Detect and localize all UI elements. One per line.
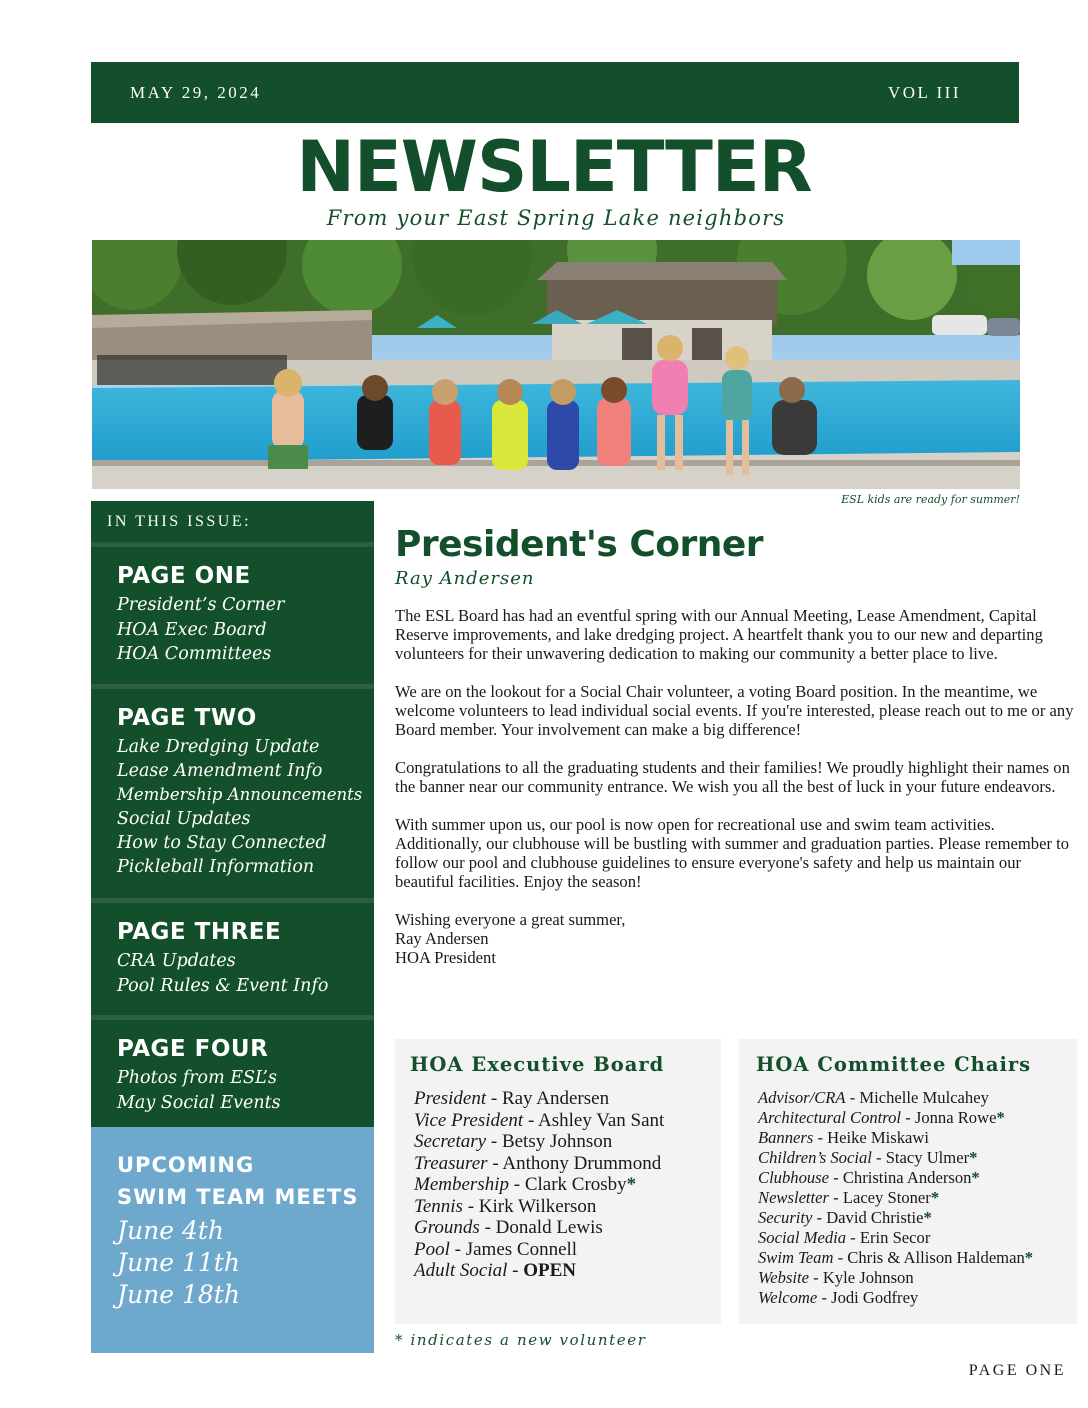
article-paragraph: With summer upon us, our pool is now open for recreational use and swim team activities. Additionally, our clubhouse will be bustling with summer and graduation parties. Please remember to follow our pool and clubhouse guidelines to ensure everyone's safety and help us maintain our beautiful facilities. Enjoy the season! bbox=[395, 815, 1070, 891]
roster-role: Social Media bbox=[758, 1228, 847, 1247]
hero-photo bbox=[92, 240, 1020, 489]
roster-name: Anthony Drummond bbox=[502, 1152, 662, 1174]
roster-row bbox=[410, 1131, 721, 1153]
roster-name: Ray Andersen bbox=[501, 1088, 610, 1109]
roster-separator: - bbox=[828, 1188, 843, 1207]
roster-role: Children’s Social bbox=[758, 1148, 872, 1167]
roster-separator: - bbox=[846, 1228, 860, 1247]
roster-role: Security bbox=[758, 1208, 813, 1227]
roster-separator: - bbox=[479, 1217, 496, 1238]
roster-name: Jodi Godfrey bbox=[831, 1288, 919, 1307]
roster-separator: - bbox=[462, 1195, 479, 1217]
section-item: CRA Updates bbox=[117, 951, 236, 971]
roster-name: OPEN bbox=[523, 1260, 577, 1281]
roster-role: Vice President bbox=[414, 1109, 524, 1131]
new-volunteer-marker: * bbox=[1024, 1248, 1034, 1267]
section-item: President’s Corner bbox=[117, 595, 285, 615]
newsletter-subtitle: From your East Spring Lake neighbors bbox=[326, 206, 786, 230]
roster-separator: - bbox=[523, 1109, 538, 1131]
roster-row bbox=[410, 1260, 721, 1282]
roster-separator: - bbox=[487, 1152, 503, 1174]
roster-role: Welcome bbox=[758, 1288, 818, 1307]
roster-role: Grounds bbox=[414, 1217, 480, 1238]
section-item: Pool Rules & Event Info bbox=[117, 975, 329, 996]
roster-row bbox=[756, 1128, 1077, 1148]
section-item: Social Updates bbox=[117, 809, 251, 829]
roster-row bbox=[756, 1248, 1077, 1268]
roster-row bbox=[410, 1239, 721, 1261]
roster-role: Membership bbox=[414, 1174, 509, 1195]
swim-title-line-1: UPCOMING bbox=[117, 1153, 255, 1177]
new-volunteer-marker: * bbox=[626, 1174, 637, 1195]
roster-row bbox=[410, 1110, 721, 1132]
roster-role: Banners bbox=[758, 1128, 814, 1147]
roster-name: David Christie bbox=[826, 1208, 924, 1227]
swim-date: June 4th bbox=[117, 1216, 225, 1245]
swim-title-line-2: SWIM TEAM MEETS bbox=[117, 1185, 359, 1209]
roster-row bbox=[756, 1148, 1077, 1168]
section-item: How to Stay Connected bbox=[117, 833, 327, 853]
in-this-issue-sidebar bbox=[91, 501, 374, 1353]
roster-role: Architectural Control bbox=[758, 1108, 902, 1127]
swim-date: June 18th bbox=[117, 1280, 240, 1309]
pool-photo-illustration bbox=[92, 240, 1020, 489]
photo-caption: ESL kids are ready for summer! bbox=[841, 493, 1020, 506]
roster-row bbox=[756, 1208, 1077, 1228]
roster-separator: - bbox=[845, 1088, 860, 1107]
committee-chairs-list bbox=[756, 1088, 1077, 1308]
roster-row bbox=[756, 1088, 1077, 1108]
exec-board-title: HOA Executive Board bbox=[410, 1053, 665, 1076]
roster-row bbox=[756, 1188, 1077, 1208]
issue-date: MAY 29, 2024 bbox=[130, 83, 262, 102]
roster-name: Kirk Wilkerson bbox=[478, 1195, 597, 1217]
roster-separator: - bbox=[449, 1238, 466, 1260]
roster-row bbox=[756, 1228, 1077, 1248]
roster-separator: - bbox=[901, 1108, 915, 1127]
roster-name: Chris & Allison Haldeman bbox=[847, 1248, 1025, 1267]
roster-name: Christina Anderson bbox=[842, 1168, 972, 1187]
section-item: Pickleball Information bbox=[117, 857, 315, 877]
article-paragraph: We are on the lookout for a Social Chair volunteer, a voting Board position. In the meantime, we welcome volunteers to lead individual social events. If you're interested, please reach out to me or any Board member. Your involvement can make a big difference! bbox=[395, 682, 1074, 739]
sidebar-heading: IN THIS ISSUE: bbox=[91, 501, 374, 542]
roster-row bbox=[410, 1088, 721, 1110]
exec-board-box bbox=[395, 1039, 721, 1324]
roster-name: Michelle Mulcahey bbox=[859, 1088, 989, 1107]
roster-name: Ashley Van Sant bbox=[538, 1109, 665, 1131]
volume-label: VOL III bbox=[887, 83, 961, 102]
roster-row bbox=[410, 1174, 721, 1196]
sidebar-section-page-one[interactable] bbox=[91, 547, 374, 684]
signoff-line: Wishing everyone a great summer, bbox=[395, 910, 626, 929]
roster-separator: - bbox=[817, 1288, 832, 1307]
roster-row bbox=[756, 1288, 1077, 1308]
roster-role: Swim Team bbox=[758, 1248, 834, 1267]
roster-role: Advisor/CRA bbox=[758, 1088, 846, 1107]
section-item: Photos from ESL’s bbox=[117, 1068, 277, 1088]
roster-separator: - bbox=[507, 1260, 524, 1281]
article-author: Ray Andersen bbox=[395, 568, 535, 589]
roster-name: Clark Crosby bbox=[524, 1174, 627, 1195]
page-label: PAGE ONE bbox=[968, 1362, 1066, 1379]
roster-separator: - bbox=[812, 1208, 827, 1227]
article-paragraph: Congratulations to all the graduating students and their families! We proudly highlight their names on the banner near our community entrance. We wish you all the best of luck in your future endeavors. bbox=[395, 758, 1070, 796]
roster-row bbox=[756, 1268, 1077, 1288]
masthead bbox=[0, 126, 1088, 230]
section-title: PAGE FOUR bbox=[117, 1036, 269, 1062]
sidebar-section-page-two[interactable] bbox=[91, 689, 374, 898]
section-title: PAGE ONE bbox=[117, 563, 251, 589]
swim-date: June 11th bbox=[117, 1248, 240, 1277]
new-volunteer-marker: * bbox=[969, 1148, 978, 1167]
committee-chairs-box bbox=[739, 1039, 1077, 1324]
new-volunteer-marker: * bbox=[971, 1168, 980, 1187]
roster-name: James Connell bbox=[465, 1238, 578, 1260]
signoff-line: Ray Andersen bbox=[395, 929, 489, 948]
section-item: HOA Exec Board bbox=[117, 619, 267, 640]
section-item: Lease Amendment Info bbox=[117, 761, 323, 781]
roster-separator: - bbox=[833, 1248, 848, 1267]
new-volunteer-marker: * bbox=[930, 1188, 940, 1207]
new-volunteer-marker: * bbox=[923, 1208, 932, 1227]
roster-row bbox=[410, 1153, 721, 1175]
roster-separator: - bbox=[871, 1148, 886, 1167]
new-volunteer-marker: * bbox=[996, 1108, 1005, 1127]
swim-meets-box bbox=[91, 1127, 374, 1353]
section-title: PAGE THREE bbox=[117, 919, 282, 945]
sidebar-section-page-three[interactable] bbox=[91, 903, 374, 1015]
new-volunteer-footnote: * indicates a new volunteer bbox=[395, 1331, 647, 1349]
roster-separator: - bbox=[486, 1131, 502, 1152]
exec-board-list bbox=[410, 1088, 721, 1282]
roster-name: Heike Miskawi bbox=[827, 1128, 929, 1147]
roster-row bbox=[756, 1108, 1077, 1128]
roster-role: Newsletter bbox=[758, 1188, 829, 1207]
header-bar bbox=[91, 62, 1019, 123]
roster-role: Treasurer bbox=[414, 1152, 488, 1174]
roster-name: Kyle Johnson bbox=[822, 1268, 914, 1287]
article-body bbox=[395, 606, 1075, 967]
section-item: Membership Announcements bbox=[117, 785, 363, 804]
roster-separator: - bbox=[508, 1174, 525, 1195]
roster-name: Donald Lewis bbox=[495, 1217, 603, 1238]
roster-role: Pool bbox=[414, 1238, 450, 1260]
roster-role: Tennis bbox=[414, 1195, 463, 1217]
signoff-line: HOA President bbox=[395, 948, 496, 967]
roster-role: Website bbox=[758, 1268, 810, 1287]
section-item: May Social Events bbox=[117, 1092, 281, 1113]
section-item: HOA Committees bbox=[117, 644, 272, 664]
committee-chairs-title: HOA Committee Chairs bbox=[756, 1053, 1032, 1076]
roster-name: Stacy Ulmer bbox=[885, 1148, 970, 1167]
roster-separator: - bbox=[486, 1088, 502, 1109]
roster-separator: - bbox=[809, 1268, 823, 1287]
roster-name: Erin Secor bbox=[859, 1228, 931, 1247]
article-title: President's Corner bbox=[395, 524, 764, 565]
roster-separator: - bbox=[829, 1168, 843, 1187]
roster-row bbox=[410, 1217, 721, 1239]
roster-role: Clubhouse bbox=[758, 1168, 829, 1187]
roster-row bbox=[756, 1168, 1077, 1188]
roster-role: Adult Social bbox=[414, 1260, 508, 1281]
newsletter-title: NEWSLETTER bbox=[296, 126, 812, 208]
article-paragraph: The ESL Board has had an eventful spring with our Annual Meeting, Lease Amendment, Capital Reserve improvements, and lake dredging project. A heartfelt thank you to our new and departing volunteers for their unwavering dedication to making our community a better place to live. bbox=[395, 606, 1043, 663]
roster-role: Secretary bbox=[414, 1131, 487, 1152]
roster-name: Lacey Stoner bbox=[842, 1188, 931, 1207]
roster-name: Betsy Johnson bbox=[501, 1131, 613, 1152]
section-title: PAGE TWO bbox=[117, 705, 257, 731]
roster-row bbox=[410, 1196, 721, 1218]
roster-name: Jonna Rowe bbox=[914, 1108, 997, 1127]
section-item: Lake Dredging Update bbox=[117, 737, 320, 757]
roster-separator: - bbox=[813, 1128, 828, 1147]
sidebar-section-page-four[interactable] bbox=[91, 1020, 374, 1127]
roster-role: President bbox=[414, 1088, 487, 1109]
